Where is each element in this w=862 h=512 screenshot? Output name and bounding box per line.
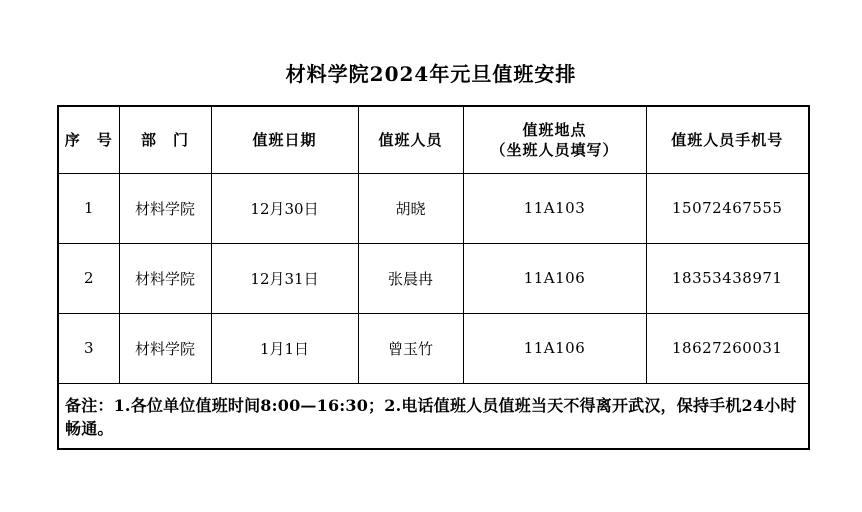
cell-duty-person: 胡晓	[358, 173, 463, 243]
table-row	[58, 313, 809, 383]
header-duty-location-line1: 值班地点	[522, 120, 587, 139]
cell-department: 材料学院	[119, 313, 211, 383]
cell-duty-location: 11A103	[463, 173, 646, 243]
note-cell: 备注：1.各位单位值班时间8:00—16:30；2.电话值班人员值班当天不得离开武汉，保持手机24小时畅通。	[58, 383, 809, 449]
table-row	[58, 173, 809, 243]
header-duty-person: 值班人员	[358, 106, 463, 173]
header-duty-location-line2: （坐班人员填写）	[490, 140, 619, 159]
header-phone: 值班人员手机号	[646, 106, 809, 173]
header-duty-date: 值班日期	[211, 106, 358, 173]
cell-phone: 18627260031	[646, 313, 809, 383]
cell-duty-date: 12月31日	[211, 243, 358, 313]
cell-index: 3	[58, 313, 119, 383]
cell-phone: 15072467555	[646, 173, 809, 243]
cell-index: 1	[58, 173, 119, 243]
duty-schedule-table	[57, 105, 810, 450]
cell-phone: 18353438971	[646, 243, 809, 313]
cell-duty-person: 张晨冉	[358, 243, 463, 313]
cell-department: 材料学院	[119, 173, 211, 243]
cell-duty-location: 11A106	[463, 313, 646, 383]
table-header-row	[58, 106, 809, 173]
header-department: 部 门	[119, 106, 211, 173]
cell-duty-date: 12月30日	[211, 173, 358, 243]
cell-duty-person: 曾玉竹	[358, 313, 463, 383]
header-index: 序 号	[58, 106, 119, 173]
cell-duty-location: 11A106	[463, 243, 646, 313]
page-title: 材料学院2024年元旦值班安排	[285, 62, 577, 86]
cell-index: 2	[58, 243, 119, 313]
note-row	[58, 383, 809, 449]
table-row	[58, 243, 809, 313]
header-duty-location	[463, 106, 646, 173]
cell-duty-date: 1月1日	[211, 313, 358, 383]
cell-department: 材料学院	[119, 243, 211, 313]
